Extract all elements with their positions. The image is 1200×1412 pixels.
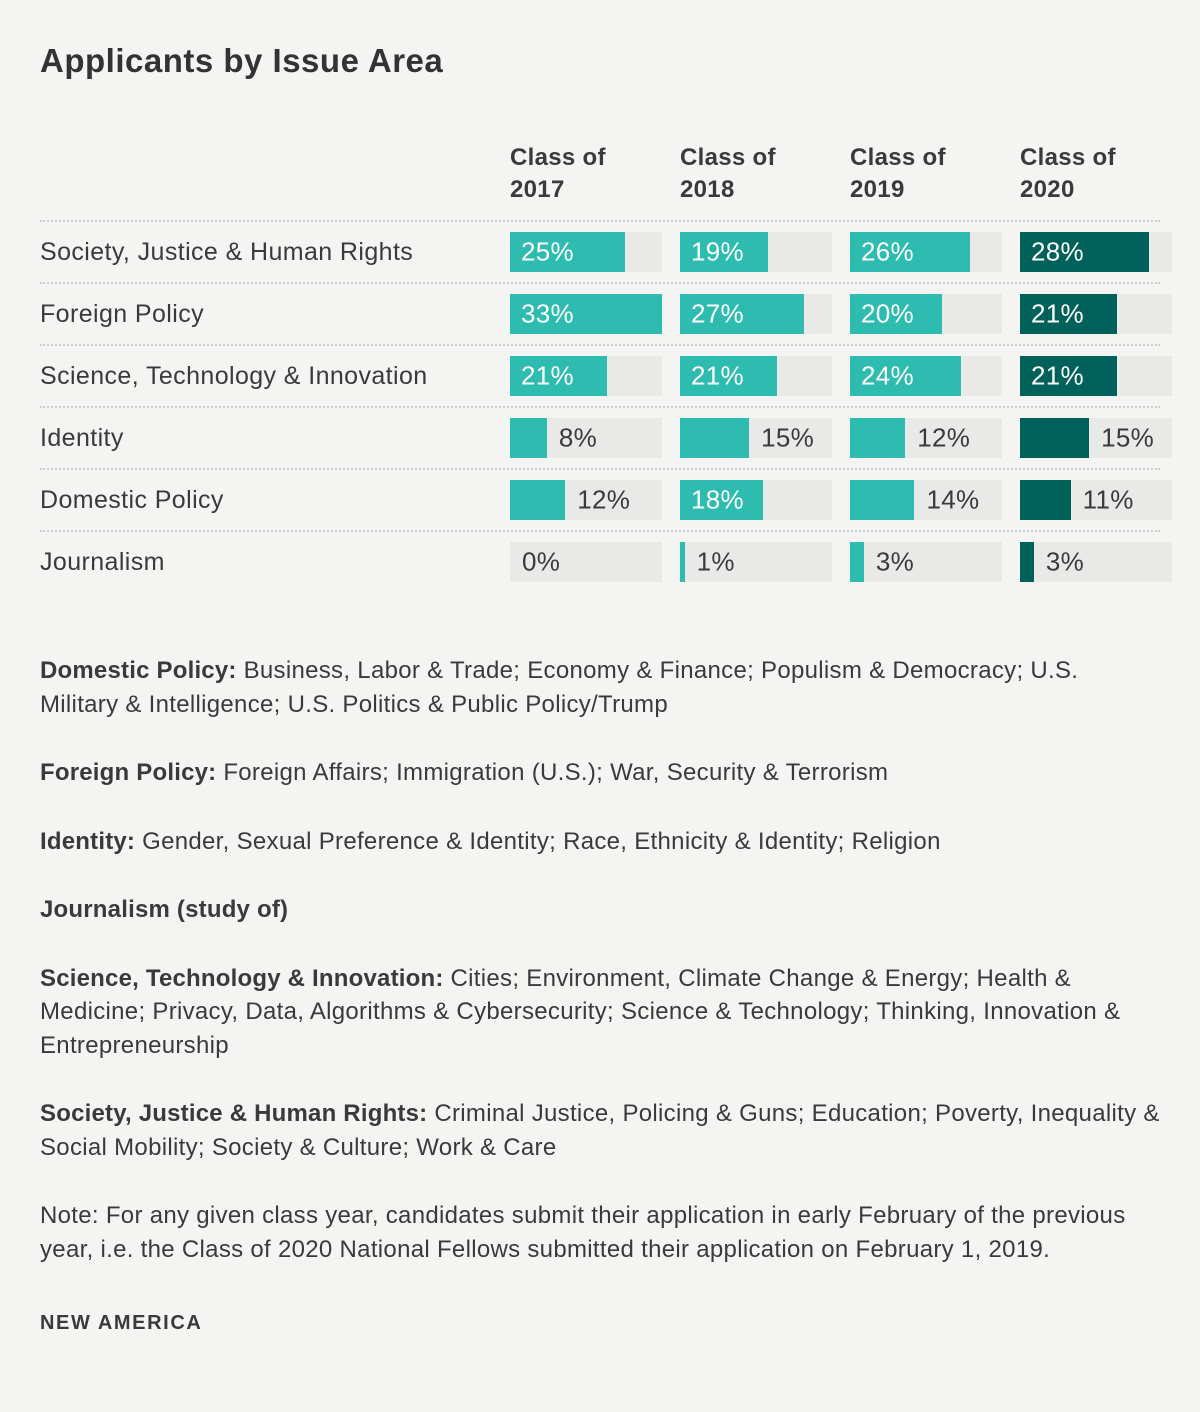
bar-track <box>1020 480 1172 520</box>
bar-chart <box>40 142 1160 592</box>
note-text: Note: For any given class year, candidates submit their application in early February of the previous year, i.e. the Class of 2020 National Fellows submitted their application on February 1, 2019. <box>40 1202 1126 1263</box>
bar-value-label: 21% <box>1031 298 1084 329</box>
bar-track <box>1020 232 1172 272</box>
bar-fill <box>1020 480 1071 520</box>
bar-value-label: 33% <box>521 298 574 329</box>
column-header-class-of-2018: Class of 2018 <box>680 144 776 203</box>
bar-value-label: 3% <box>1045 546 1084 577</box>
bar-track <box>850 356 1002 396</box>
footnote-term: Identity: <box>40 827 136 855</box>
bar-track <box>680 356 832 396</box>
bar-value-label: 21% <box>691 360 744 391</box>
column-header-row <box>40 142 1160 220</box>
bar-track <box>680 232 832 272</box>
bar-value-label: 8% <box>558 422 598 453</box>
bar-track <box>1020 294 1172 334</box>
bar-value-label: 27% <box>691 298 744 329</box>
bar-track <box>680 418 832 458</box>
bar-track <box>510 480 662 520</box>
bar-track <box>510 418 662 458</box>
bar-fill <box>850 542 864 582</box>
bar-track <box>850 542 1002 582</box>
bar-value-label: 21% <box>1031 360 1084 391</box>
bar-track <box>680 294 832 334</box>
bar-value-label: 26% <box>861 236 914 267</box>
table-row <box>40 468 1160 530</box>
page-title: Applicants by Issue Area <box>40 42 444 79</box>
bar-track <box>510 542 662 582</box>
footnote-paragraph: Society, Justice & Human Rights: Criminal Justice, Policing & Guns; Education; Poverty, Inequality & Social Mobility; Society & Culture; Work & Care <box>40 1100 1160 1161</box>
table-row <box>40 344 1160 406</box>
bar-value-label: 15% <box>761 422 815 453</box>
bar-value-label: 11% <box>1082 484 1134 515</box>
bar-value-label: 28% <box>1031 236 1084 267</box>
table-row <box>40 220 1160 282</box>
footnote-paragraph: Foreign Policy: Foreign Affairs; Immigration (U.S.); War, Security & Terrorism <box>40 759 889 786</box>
bar-value-label: 19% <box>691 236 744 267</box>
footnote-paragraph: Science, Technology & Innovation: Cities; Environment, Climate Change & Energy; Health & Medicine; Privacy, Data, Algorithms & Cybersecurity; Science & Technology; Thinking, Innovation & Entrepreneurship <box>40 964 1121 1059</box>
column-header-class-of-2020: Class of 2020 <box>1020 144 1116 203</box>
bar-fill <box>510 418 547 458</box>
bar-value-label: 1% <box>696 546 735 577</box>
row-label: Society, Justice & Human Rights <box>40 237 414 266</box>
column-header-class-of-2017: Class of 2017 <box>510 144 606 203</box>
footnote-paragraph: Identity: Gender, Sexual Preference & Identity; Race, Ethnicity & Identity; Religion <box>40 827 941 855</box>
bar-value-label: 25% <box>521 236 574 267</box>
table-row <box>40 530 1160 592</box>
bar-fill <box>1020 542 1034 582</box>
chart-rows <box>40 220 1160 592</box>
bar-value-label: 18% <box>691 484 744 515</box>
bar-track <box>510 356 662 396</box>
bar-track <box>850 294 1002 334</box>
bar-fill <box>850 418 905 458</box>
row-label: Journalism <box>40 547 165 576</box>
bar-track <box>850 418 1002 458</box>
bar-value-label: 21% <box>521 360 574 391</box>
row-label: Science, Technology & Innovation <box>40 361 428 390</box>
footnote-term: Science, Technology & Innovation: <box>40 964 444 992</box>
bar-track <box>680 480 832 520</box>
bar-fill <box>680 418 749 458</box>
bar-fill <box>850 480 914 520</box>
column-header-class-of-2019: Class of 2019 <box>850 144 946 203</box>
bar-track <box>850 232 1002 272</box>
bar-fill <box>680 542 685 582</box>
bar-track <box>1020 356 1172 396</box>
bar-value-label: 0% <box>522 546 561 577</box>
bar-track <box>680 542 832 582</box>
source-attribution: NEW AMERICA <box>40 1312 203 1334</box>
footnote-paragraph <box>40 893 1160 927</box>
footnote-term: Foreign Policy: <box>40 759 217 786</box>
bar-fill <box>510 480 565 520</box>
bar-value-label: 3% <box>875 546 914 577</box>
row-label: Foreign Policy <box>40 299 204 328</box>
footnotes <box>40 654 1160 1164</box>
bar-track <box>1020 542 1172 582</box>
table-row <box>40 282 1160 344</box>
footnote-term: Society, Justice & Human Rights: <box>40 1100 428 1127</box>
bar-value-label: 12% <box>917 422 971 453</box>
bar-value-label: 20% <box>861 298 914 329</box>
bar-value-label: 24% <box>861 360 914 391</box>
bar-track <box>1020 418 1172 458</box>
bar-track <box>850 480 1002 520</box>
bar-value-label: 14% <box>926 484 980 515</box>
row-label: Domestic Policy <box>40 485 224 514</box>
row-label: Identity <box>40 423 124 452</box>
bar-track <box>510 294 662 334</box>
footnote-term: Domestic Policy: <box>40 657 237 684</box>
bar-fill <box>1020 418 1089 458</box>
footnote-term: Journalism (study of) <box>40 896 289 923</box>
footnote-paragraph: Domestic Policy: Business, Labor & Trade; Economy & Finance; Populism & Democracy; U.S. Military & Intelligence; U.S. Politics & Public Policy/Trump <box>40 657 1079 718</box>
table-row <box>40 406 1160 468</box>
bar-track <box>510 232 662 272</box>
bar-value-label: 12% <box>577 484 631 515</box>
bar-value-label: 15% <box>1101 422 1155 453</box>
